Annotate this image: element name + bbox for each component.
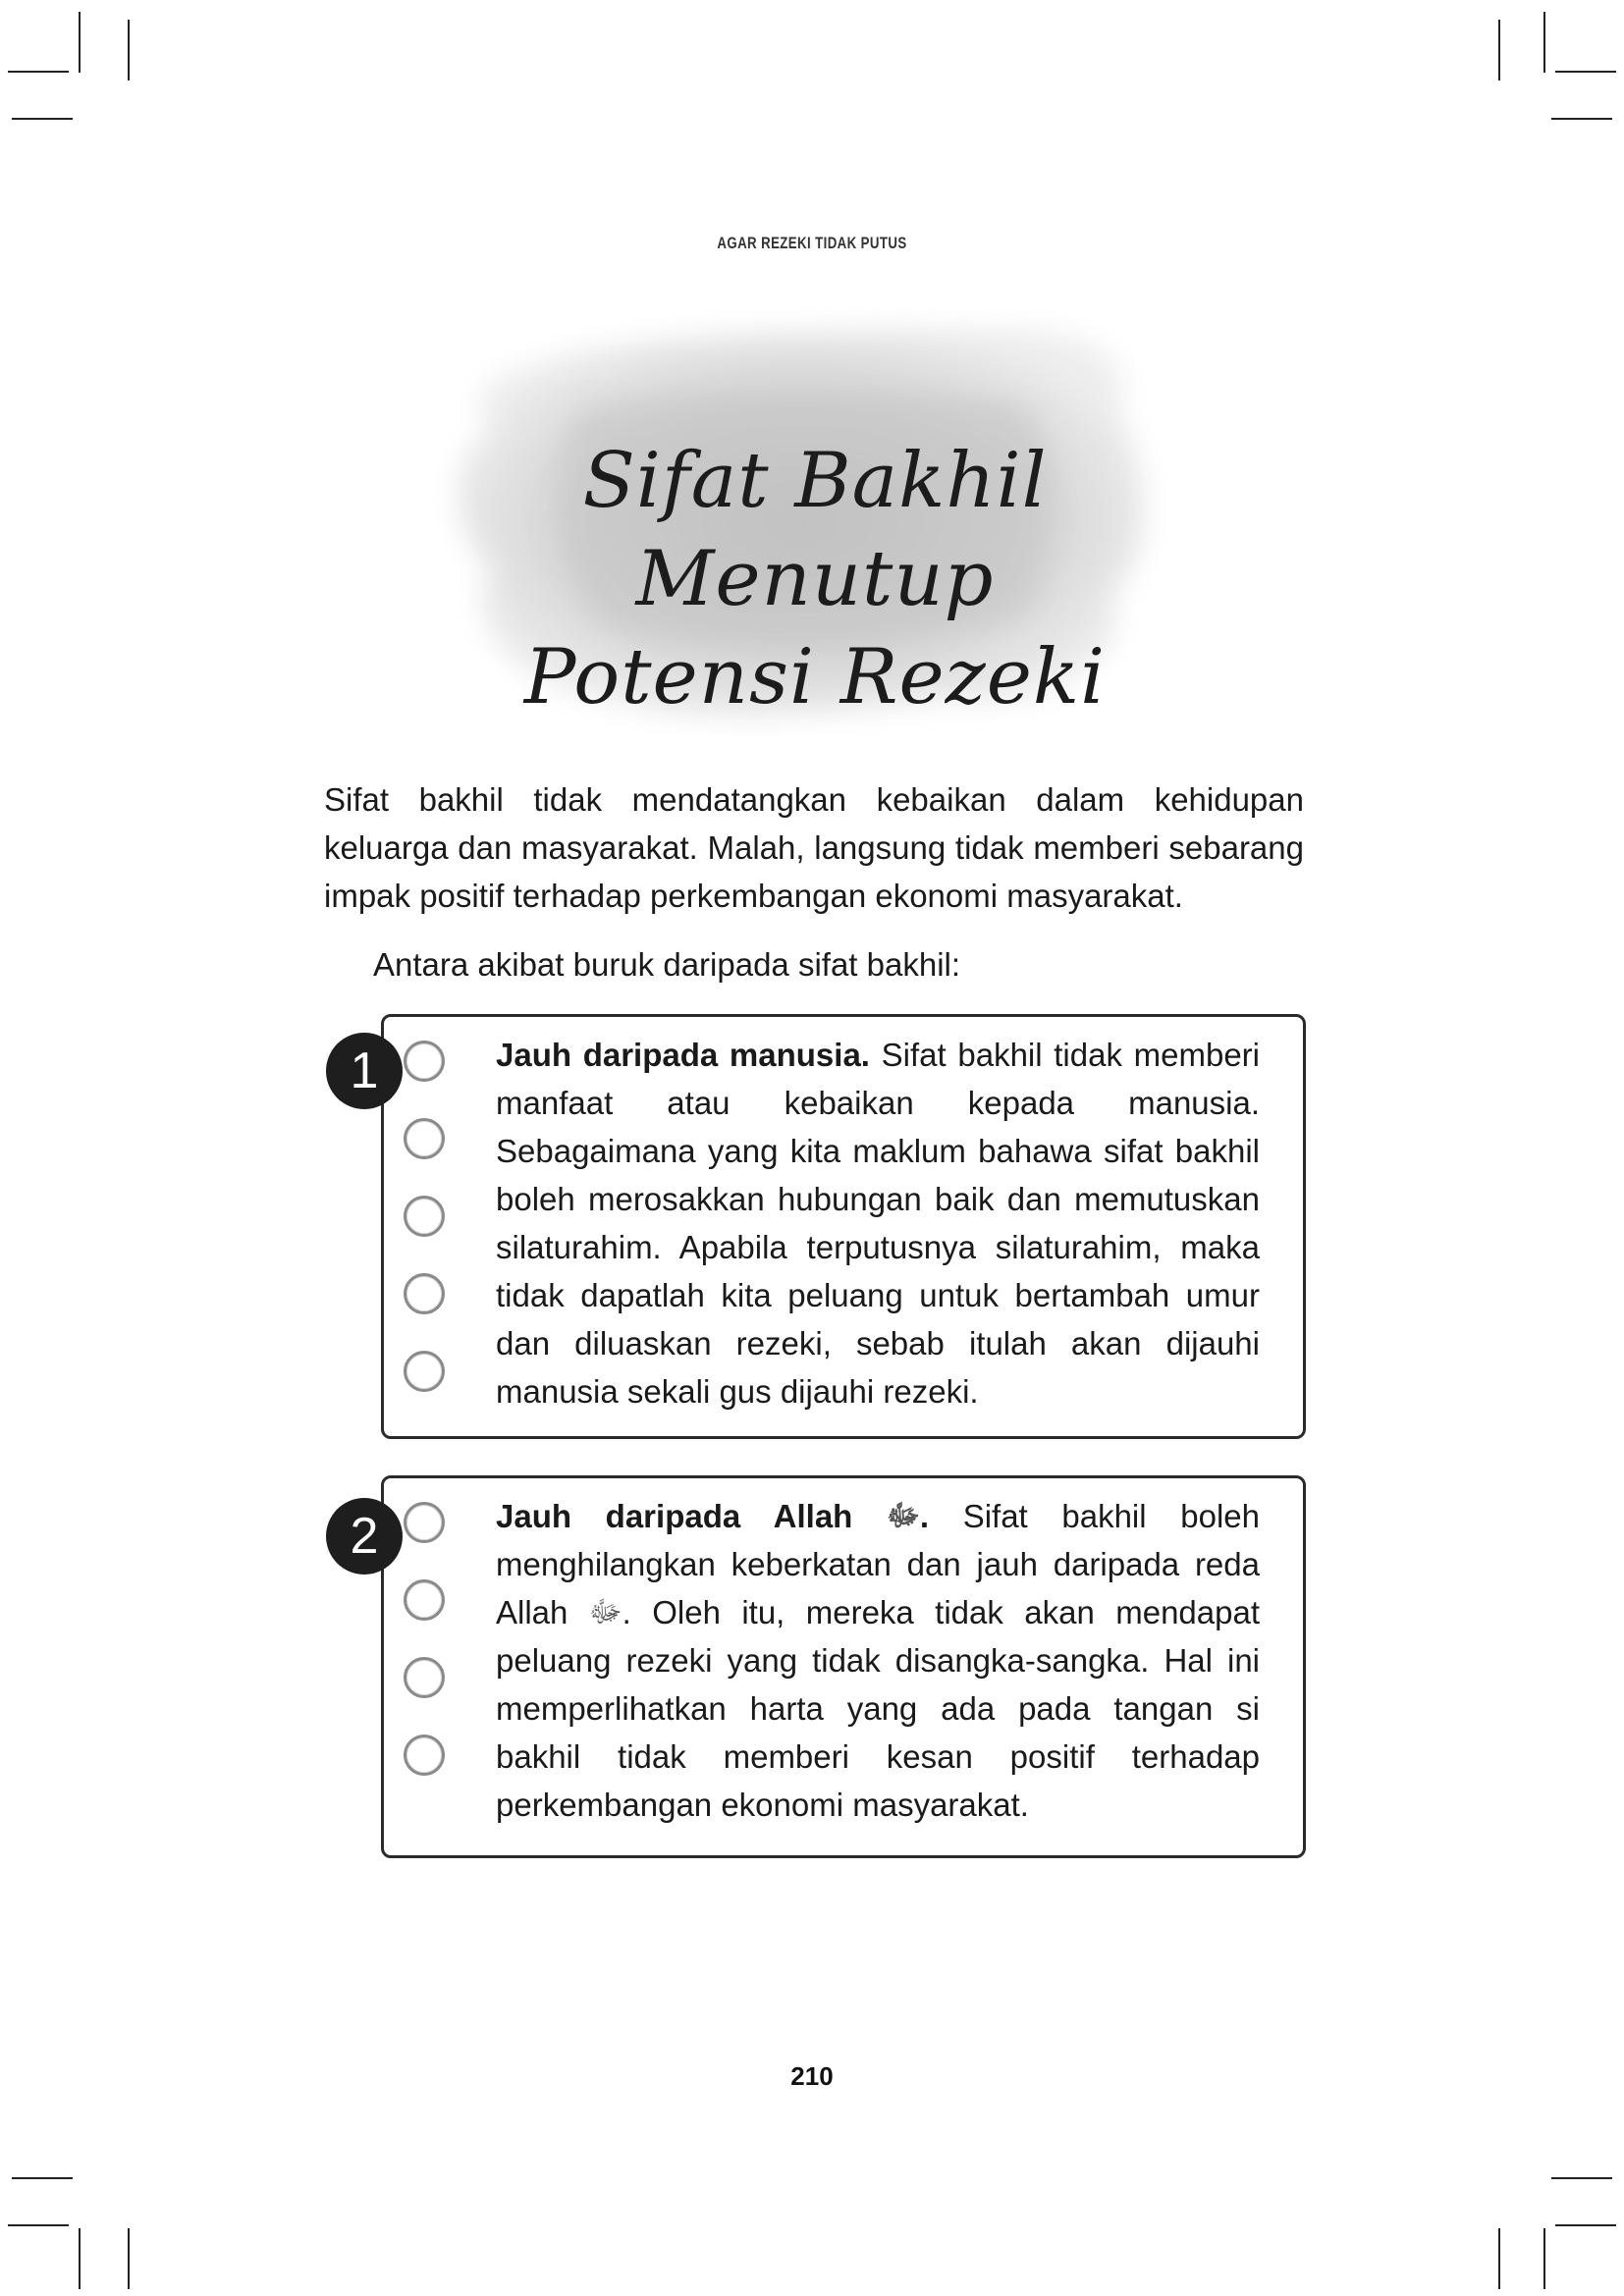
binder-ring-icon: [404, 1657, 445, 1698]
crop-mark: [1551, 118, 1612, 120]
crop-mark: [1498, 20, 1500, 80]
crop-mark: [12, 118, 73, 120]
binder-ring-icon: [404, 1502, 445, 1543]
binder-ring-icon: [404, 1579, 445, 1621]
crop-mark: [79, 12, 81, 73]
chapter-title-line-1: Sifat Bakhil Menutup: [582, 437, 1048, 623]
point-body-2a: Sifat bakhil boleh menghilangkan keberkatan dan jauh daripada reda Allah: [496, 1498, 1260, 1630]
crop-mark: [1555, 2224, 1616, 2226]
binder-ring-icon: [404, 1351, 445, 1392]
chapter-title-block: [432, 304, 1198, 736]
point-heading-2: [496, 1498, 929, 1534]
crop-mark: [1555, 71, 1616, 73]
running-head: AGAR REZEKI TIDAK PUTUS: [717, 234, 907, 252]
binder-ring-icon: [404, 1196, 445, 1237]
point-card-1: [381, 1014, 1306, 1439]
point-text-2: [496, 1492, 1260, 1829]
crop-mark: [1543, 2228, 1545, 2289]
intro-paragraph: Sifat bakhil tidak mendatangkan kebaikan dalam kehidupan keluarga dan masyarakat. Malah, langsung tidak memberi sebarang impak positif terhadap perkembangan ekonomi masyarakat.: [324, 781, 1304, 914]
crop-mark: [1551, 2177, 1612, 2179]
point-text-1: [496, 1031, 1260, 1415]
point-heading-2-end: .: [919, 1498, 930, 1534]
point-heading-1: Jauh daripada manusia.: [496, 1037, 870, 1073]
page-number: 210: [790, 2061, 834, 2091]
crop-mark: [12, 2177, 73, 2179]
point-body-2b: . Oleh itu, mereka tidak akan mendapat peluang rezeki yang tidak disangka-sangka. Hal ini memperlihatkan harta yang ada pada tangan si bakhil tidak memberi kesan positif terhadap perkembangan ekonomi masyarakat.: [496, 1594, 1260, 1823]
point-number-badge-1: 1: [326, 1033, 403, 1109]
crop-mark: [128, 20, 130, 80]
binder-ring-icon: [404, 1735, 445, 1776]
crop-mark: [128, 2228, 130, 2289]
binder-rings: [404, 1502, 453, 1812]
jalla-jalaluh-icon: ﷻ: [588, 1596, 623, 1629]
jalla-jalaluh-icon: ﷻ: [886, 1500, 920, 1532]
chapter-title: [432, 432, 1198, 726]
point-heading-2-text: Jauh daripada Allah: [496, 1498, 853, 1534]
chapter-title-line-2: Potensi Rezeki: [523, 633, 1107, 721]
binder-ring-icon: [404, 1041, 445, 1082]
point-card-2: [381, 1475, 1306, 1858]
crop-mark: [1498, 2228, 1500, 2289]
crop-mark: [1543, 12, 1545, 73]
list-lead-in: Antara akibat buruk daripada sifat bakhil:: [373, 946, 961, 983]
crop-mark: [8, 71, 69, 73]
binder-ring-icon: [404, 1118, 445, 1159]
point-body-1: Sifat bakhil tidak memberi manfaat atau kebaikan kepada manusia. Sebagaimana yang kita maklum bahawa sifat bakhil boleh merosakkan hubungan baik dan memutuskan silaturahim. Apabila terputusnya silaturahim, maka tidak dapatlah kita peluang untuk bertambah umur dan diluaskan rezeki, sebab itulah akan dijauhi manusia sekali gus dijauhi rezeki.: [496, 1037, 1260, 1410]
crop-mark: [8, 2224, 69, 2226]
point-number-badge-2: 2: [326, 1498, 403, 1575]
crop-mark: [79, 2228, 81, 2289]
binder-ring-icon: [404, 1273, 445, 1314]
binder-rings: [404, 1041, 453, 1428]
